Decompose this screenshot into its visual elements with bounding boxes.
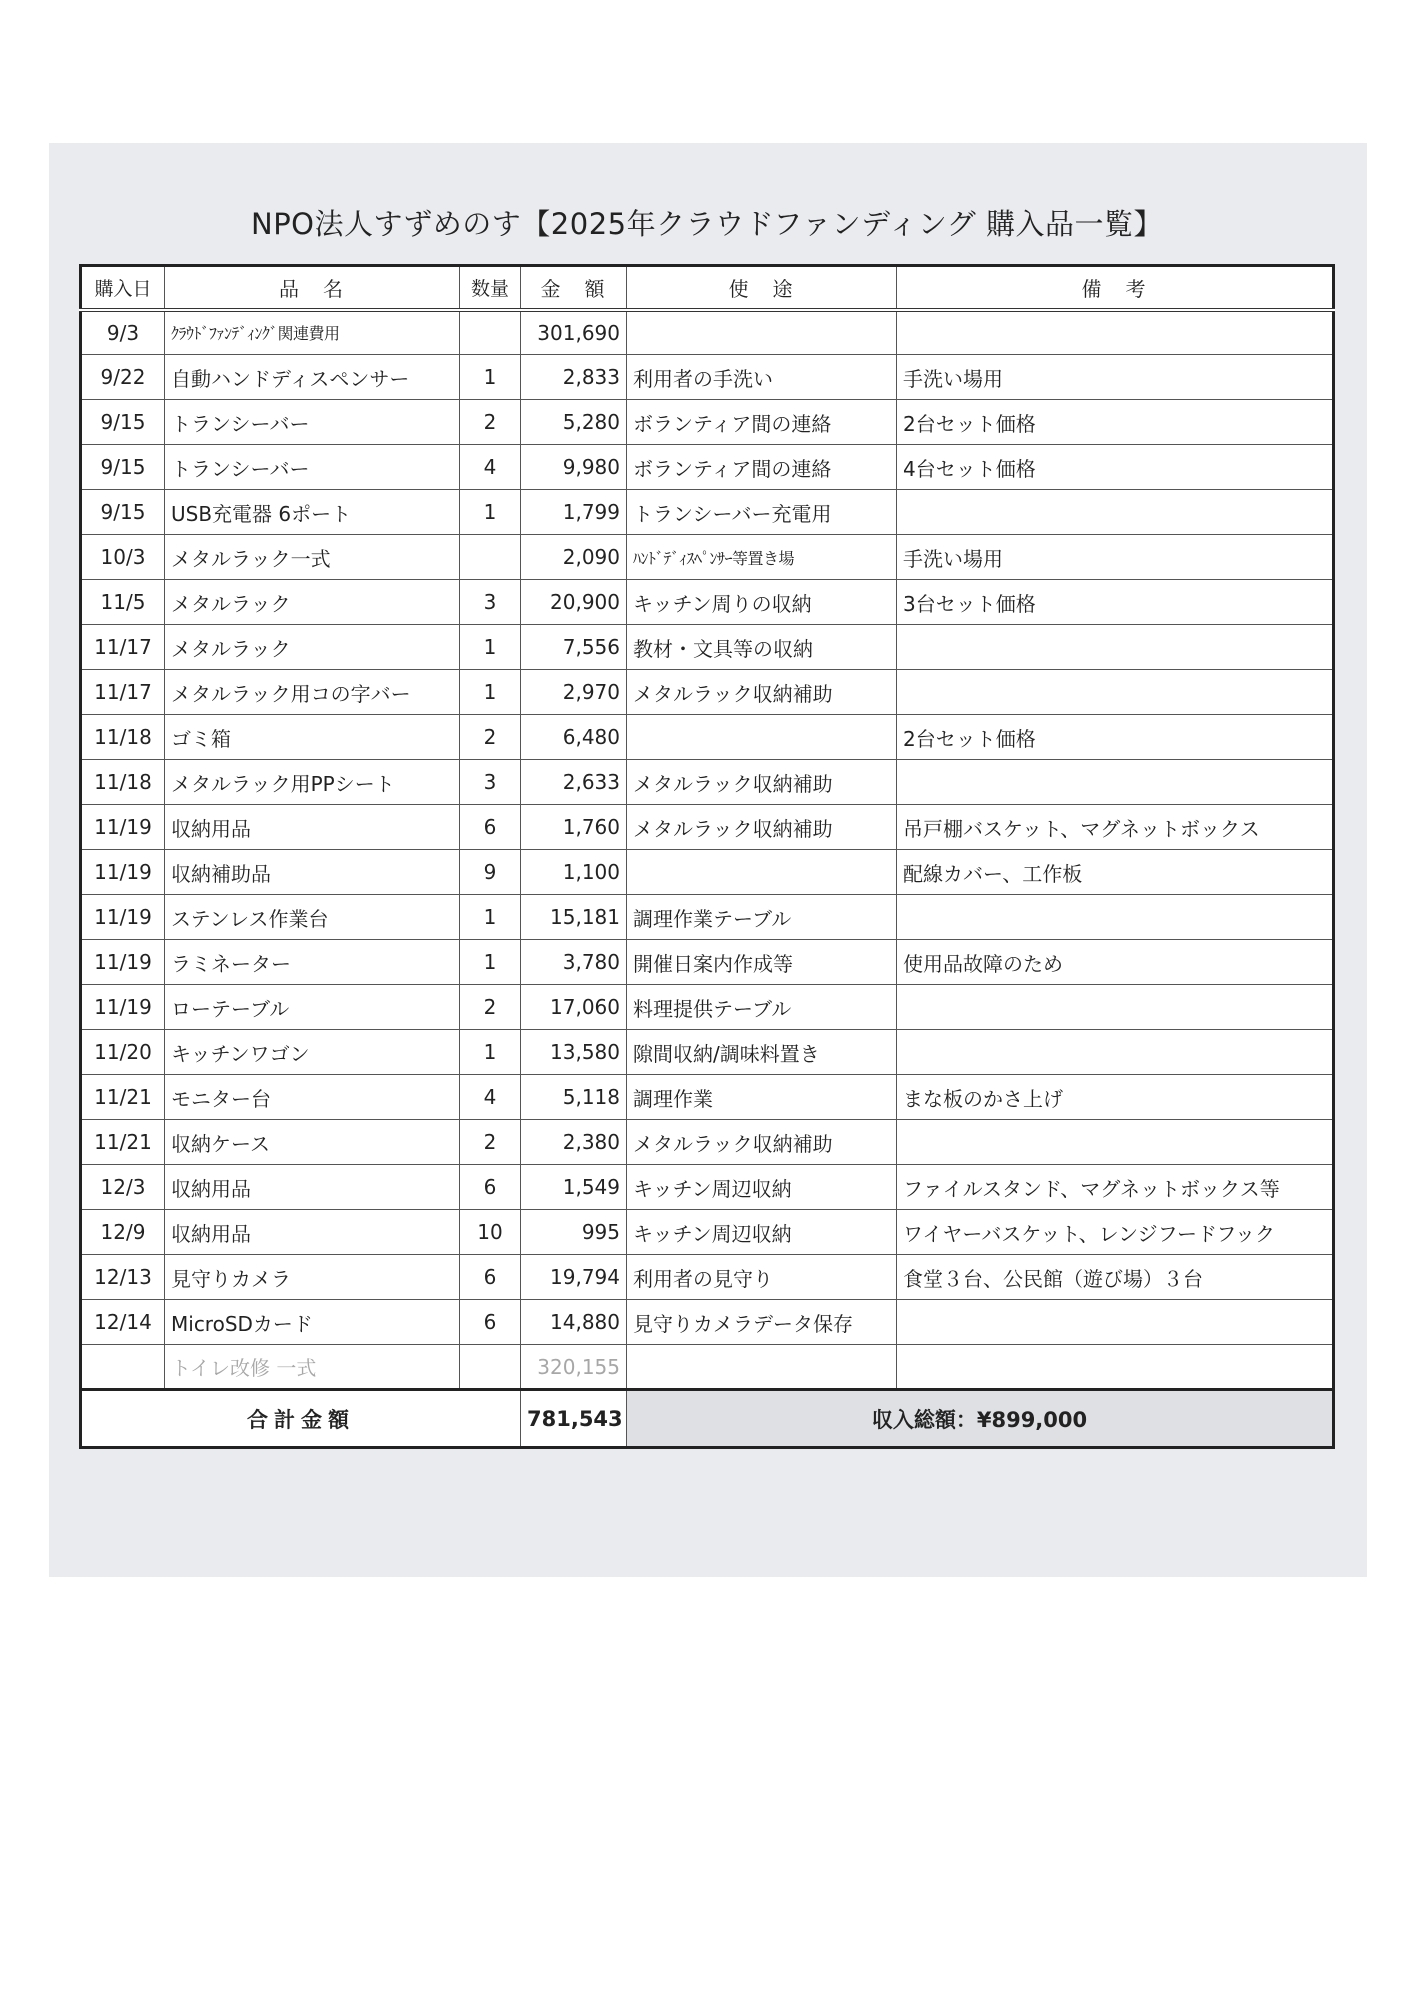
- cell-date: 11/21: [81, 1075, 165, 1120]
- cell-amount: 9,980: [521, 445, 627, 490]
- cell-qty: 1: [460, 490, 521, 535]
- header-qty: 数量: [460, 266, 521, 310]
- table-row: [81, 580, 1334, 625]
- cell-note: [897, 670, 1334, 715]
- cell-qty: 3: [460, 760, 521, 805]
- cell-amount: 17,060: [521, 985, 627, 1030]
- table-body: [81, 310, 1334, 1390]
- header-name: 品 名: [165, 266, 460, 310]
- header-amount: 金 額: [521, 266, 627, 310]
- cell-use: 見守りカメラデータ保存: [627, 1300, 897, 1345]
- cell-qty: 6: [460, 1165, 521, 1210]
- table-row: [81, 1165, 1334, 1210]
- cell-use: メタルラック収納補助: [627, 805, 897, 850]
- cell-item-name: メタルラック用PPシート: [165, 760, 460, 805]
- cell-note: 使用品故障のため: [897, 940, 1334, 985]
- cell-date: 11/19: [81, 895, 165, 940]
- cell-date: 9/15: [81, 400, 165, 445]
- table-row: [81, 1120, 1334, 1165]
- table-row: [81, 310, 1334, 355]
- cell-note: 手洗い場用: [897, 355, 1334, 400]
- cell-date: 12/13: [81, 1255, 165, 1300]
- cell-qty: 4: [460, 1075, 521, 1120]
- cell-item-name: 収納補助品: [165, 850, 460, 895]
- cell-note: 食堂３台、公民館（遊び場）３台: [897, 1255, 1334, 1300]
- cell-note: [897, 895, 1334, 940]
- cell-date: 11/19: [81, 850, 165, 895]
- cell-qty: [460, 1345, 521, 1390]
- cell-item-name: ステンレス作業台: [165, 895, 460, 940]
- cell-qty: 10: [460, 1210, 521, 1255]
- cell-amount: 301,690: [521, 310, 627, 355]
- cell-note: 2台セット価格: [897, 400, 1334, 445]
- cell-amount: 2,380: [521, 1120, 627, 1165]
- cell-note: [897, 1120, 1334, 1165]
- cell-item-name: トイレ改修 一式: [165, 1345, 460, 1390]
- table-row: [81, 1030, 1334, 1075]
- cell-use: メタルラック収納補助: [627, 670, 897, 715]
- cell-use: 開催日案内作成等: [627, 940, 897, 985]
- cell-use: 教材・文具等の収納: [627, 625, 897, 670]
- cell-note: ファイルスタンド、マグネットボックス等: [897, 1165, 1334, 1210]
- cell-use: 隙間収納/調味料置き: [627, 1030, 897, 1075]
- table-row: [81, 805, 1334, 850]
- cell-date: 11/18: [81, 760, 165, 805]
- cell-use: 利用者の見守り: [627, 1255, 897, 1300]
- cell-item-name: ゴミ箱: [165, 715, 460, 760]
- cell-amount: 6,480: [521, 715, 627, 760]
- table-row: [81, 940, 1334, 985]
- table-row: [81, 715, 1334, 760]
- cell-item-name: 自動ハンドディスペンサー: [165, 355, 460, 400]
- purchase-table: [79, 264, 1335, 1449]
- cell-date: 12/9: [81, 1210, 165, 1255]
- cell-qty: 4: [460, 445, 521, 490]
- cell-use: メタルラック収納補助: [627, 1120, 897, 1165]
- cell-use: [627, 310, 897, 355]
- cell-item-name: メタルラック用コの字バー: [165, 670, 460, 715]
- cell-amount: 13,580: [521, 1030, 627, 1075]
- cell-item-name: メタルラック一式: [165, 535, 460, 580]
- page-title: NPO法人すずめのす【2025年クラウドファンディング 購入品一覧】: [251, 207, 1163, 241]
- cell-qty: 6: [460, 1300, 521, 1345]
- cell-item-name: 見守りカメラ: [165, 1255, 460, 1300]
- cell-date: 11/19: [81, 805, 165, 850]
- header-use: 使 途: [627, 266, 897, 310]
- cell-date: 12/14: [81, 1300, 165, 1345]
- cell-qty: 3: [460, 580, 521, 625]
- cell-note: 吊戸棚バスケット、マグネットボックス: [897, 805, 1334, 850]
- cell-amount: 15,181: [521, 895, 627, 940]
- cell-note: 4台セット価格: [897, 445, 1334, 490]
- cell-date: 10/3: [81, 535, 165, 580]
- cell-note: 2台セット価格: [897, 715, 1334, 760]
- cell-item-name: ラミネーター: [165, 940, 460, 985]
- header-row: [81, 266, 1334, 310]
- cell-note: [897, 625, 1334, 670]
- cell-use: キッチン周りの収納: [627, 580, 897, 625]
- cell-note: [897, 490, 1334, 535]
- cell-item-name: トランシーバー: [165, 400, 460, 445]
- table-row: [81, 850, 1334, 895]
- table-row: [81, 895, 1334, 940]
- cell-qty: 2: [460, 400, 521, 445]
- cell-amount: 2,833: [521, 355, 627, 400]
- cell-qty: 6: [460, 1255, 521, 1300]
- total-amount: 781,543: [521, 1390, 627, 1448]
- cell-date: 11/19: [81, 985, 165, 1030]
- cell-item-name: キッチンワゴン: [165, 1030, 460, 1075]
- cell-amount: 1,760: [521, 805, 627, 850]
- cell-qty: 1: [460, 625, 521, 670]
- cell-note: 配線カバー、工作板: [897, 850, 1334, 895]
- cell-date: 12/3: [81, 1165, 165, 1210]
- cell-note: [897, 310, 1334, 355]
- income-total: 収入総額：¥899,000: [627, 1390, 1334, 1448]
- cell-use: 調理作業テーブル: [627, 895, 897, 940]
- cell-amount: 1,549: [521, 1165, 627, 1210]
- cell-use: 利用者の手洗い: [627, 355, 897, 400]
- cell-qty: 1: [460, 940, 521, 985]
- cell-note: [897, 760, 1334, 805]
- cell-date: 11/18: [81, 715, 165, 760]
- cell-use: 料理提供テーブル: [627, 985, 897, 1030]
- header-date: 購入日: [81, 266, 165, 310]
- cell-use: メタルラック収納補助: [627, 760, 897, 805]
- cell-use: キッチン周辺収納: [627, 1165, 897, 1210]
- cell-note: [897, 1300, 1334, 1345]
- cell-date: 11/21: [81, 1120, 165, 1165]
- table-row: [81, 445, 1334, 490]
- table-row: [81, 985, 1334, 1030]
- cell-note: [897, 1345, 1334, 1390]
- cell-qty: 1: [460, 670, 521, 715]
- cell-amount: 5,280: [521, 400, 627, 445]
- cell-use: トランシーバー充電用: [627, 490, 897, 535]
- table-row: [81, 490, 1334, 535]
- header-note: 備 考: [897, 266, 1334, 310]
- cell-amount: 1,799: [521, 490, 627, 535]
- total-label: 合計金額: [81, 1390, 521, 1448]
- cell-qty: 9: [460, 850, 521, 895]
- cell-item-name: ｸﾗｳﾄﾞﾌｧﾝﾃﾞｨﾝｸﾞ関連費用: [165, 310, 460, 355]
- cell-amount: 7,556: [521, 625, 627, 670]
- cell-item-name: メタルラック: [165, 580, 460, 625]
- cell-item-name: ローテーブル: [165, 985, 460, 1030]
- total-row: [81, 1390, 1334, 1448]
- cell-use: キッチン周辺収納: [627, 1210, 897, 1255]
- cell-amount: 19,794: [521, 1255, 627, 1300]
- cell-item-name: メタルラック: [165, 625, 460, 670]
- cell-item-name: モニター台: [165, 1075, 460, 1120]
- cell-amount: 320,155: [521, 1345, 627, 1390]
- cell-note: 3台セット価格: [897, 580, 1334, 625]
- table-row: [81, 670, 1334, 715]
- cell-qty: [460, 310, 521, 355]
- table-row: [81, 1255, 1334, 1300]
- cell-use: 調理作業: [627, 1075, 897, 1120]
- cell-date: [81, 1345, 165, 1390]
- cell-use: [627, 850, 897, 895]
- cell-amount: 14,880: [521, 1300, 627, 1345]
- cell-qty: 2: [460, 1120, 521, 1165]
- cell-item-name: MicroSDカード: [165, 1300, 460, 1345]
- cell-amount: 2,090: [521, 535, 627, 580]
- cell-amount: 1,100: [521, 850, 627, 895]
- cell-qty: 2: [460, 985, 521, 1030]
- cell-item-name: USB充電器 6ポート: [165, 490, 460, 535]
- cell-date: 11/17: [81, 670, 165, 715]
- table-row: [81, 400, 1334, 445]
- table-row: [81, 1210, 1334, 1255]
- cell-qty: 6: [460, 805, 521, 850]
- cell-use: [627, 715, 897, 760]
- cell-date: 11/19: [81, 940, 165, 985]
- cell-item-name: 収納用品: [165, 1165, 460, 1210]
- cell-use: ﾊﾝﾄﾞﾃﾞｨｽﾍﾟﾝｻｰ等置き場: [627, 535, 897, 580]
- cell-amount: 995: [521, 1210, 627, 1255]
- cell-date: 11/20: [81, 1030, 165, 1075]
- cell-date: 9/15: [81, 445, 165, 490]
- cell-note: 手洗い場用: [897, 535, 1334, 580]
- cell-note: [897, 1030, 1334, 1075]
- table-row: [81, 760, 1334, 805]
- cell-date: 11/5: [81, 580, 165, 625]
- cell-note: ワイヤーバスケット、レンジフードフック: [897, 1210, 1334, 1255]
- cell-qty: 1: [460, 355, 521, 400]
- cell-amount: 3,780: [521, 940, 627, 985]
- cell-use: ボランティア間の連絡: [627, 445, 897, 490]
- table-row: [81, 1075, 1334, 1120]
- cell-qty: 1: [460, 895, 521, 940]
- cell-use: [627, 1345, 897, 1390]
- cell-item-name: トランシーバー: [165, 445, 460, 490]
- cell-date: 11/17: [81, 625, 165, 670]
- cell-qty: 1: [460, 1030, 521, 1075]
- cell-item-name: 収納用品: [165, 805, 460, 850]
- cell-date: 9/22: [81, 355, 165, 400]
- cell-amount: 2,633: [521, 760, 627, 805]
- table-row: [81, 1345, 1334, 1390]
- cell-use: ボランティア間の連絡: [627, 400, 897, 445]
- cell-amount: 20,900: [521, 580, 627, 625]
- cell-note: まな板のかさ上げ: [897, 1075, 1334, 1120]
- cell-date: 9/3: [81, 310, 165, 355]
- cell-date: 9/15: [81, 490, 165, 535]
- cell-item-name: 収納ケース: [165, 1120, 460, 1165]
- table-row: [81, 1300, 1334, 1345]
- cell-amount: 5,118: [521, 1075, 627, 1120]
- cell-item-name: 収納用品: [165, 1210, 460, 1255]
- table-row: [81, 355, 1334, 400]
- table-row: [81, 625, 1334, 670]
- cell-amount: 2,970: [521, 670, 627, 715]
- cell-qty: 2: [460, 715, 521, 760]
- cell-note: [897, 985, 1334, 1030]
- cell-qty: [460, 535, 521, 580]
- table-row: [81, 535, 1334, 580]
